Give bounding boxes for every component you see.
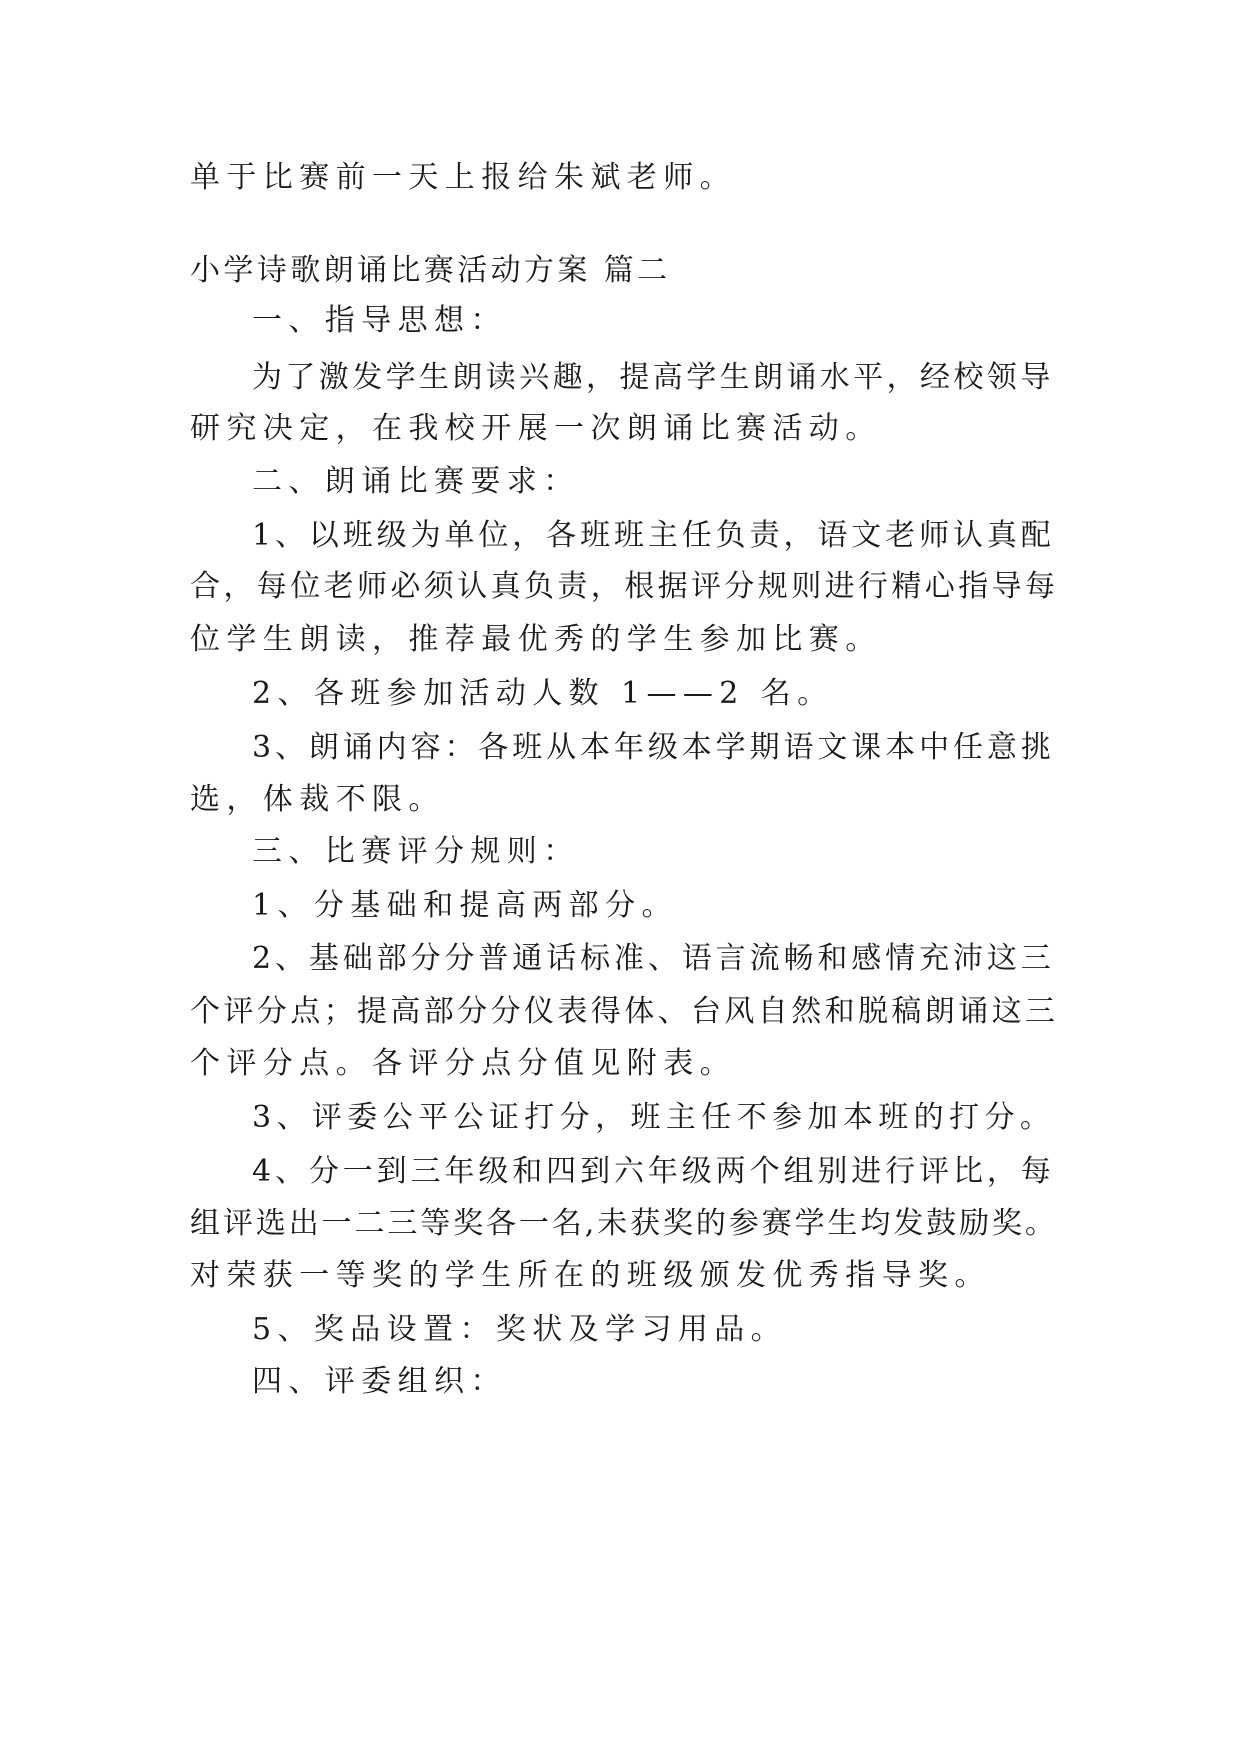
paragraph-line: 选，体裁不限。: [190, 782, 445, 817]
paragraph-line: 研究决定，在我校开展一次朗诵比赛活动。: [190, 411, 882, 446]
paragraph-line: 1、分基础和提高两部分。: [252, 888, 678, 923]
paragraph-line: 位学生朗读，推荐最优秀的学生参加比赛。: [190, 622, 882, 657]
paragraph-line: 4、分一到三年级和四到六年级两个组别进行评比，每: [252, 1154, 1055, 1189]
paragraph-line: 3、朗诵内容：各班从本年级本学期语文课本中任意挑: [252, 730, 1055, 765]
paragraph-line: 个评分点。各评分点分值见附表。: [190, 1046, 736, 1081]
paragraph-line: 为了激发学生朗读兴趣，提高学生朗诵水平，经校领导: [252, 360, 1054, 395]
paragraph-line: 5、奖品设置：奖状及学习用品。: [252, 1312, 788, 1347]
text-line: 单于比赛前一天上报给朱斌老师。: [190, 160, 736, 195]
heading-judges: 四、评委组织：: [252, 1364, 507, 1399]
paragraph-line: 3、评委公平公证打分，班主任不参加本班的打分。: [252, 1100, 1056, 1135]
paragraph-line: 组评选出一二三等奖各一名,未获奖的参赛学生均发鼓励奖。: [190, 1206, 1058, 1241]
heading-requirements: 二、朗诵比赛要求：: [252, 464, 580, 499]
paragraph-line: 1、以班级为单位，各班班主任负责，语文老师认真配: [252, 518, 1055, 553]
paragraph-line: 对荣获一等奖的学生所在的班级颁发优秀指导奖。: [190, 1258, 991, 1293]
heading-scoring-rules: 三、比赛评分规则：: [252, 834, 580, 869]
heading-guiding-thought: 一、指导思想：: [252, 303, 507, 338]
section-title: 小学诗歌朗诵比赛活动方案 篇二: [190, 253, 671, 288]
paragraph-line: 合，每位老师必须认真负责，根据评分规则进行精心指导每: [190, 569, 1059, 604]
paragraph-line: 2、基础部分分普通话标准、语言流畅和感情充沛这三: [252, 941, 1055, 976]
paragraph-line: 个评分点；提高部分分仪表得体、台风自然和脱稿朗诵这三: [190, 994, 1059, 1029]
paragraph-line: 2、各班参加活动人数 1——2 名。: [252, 676, 834, 711]
